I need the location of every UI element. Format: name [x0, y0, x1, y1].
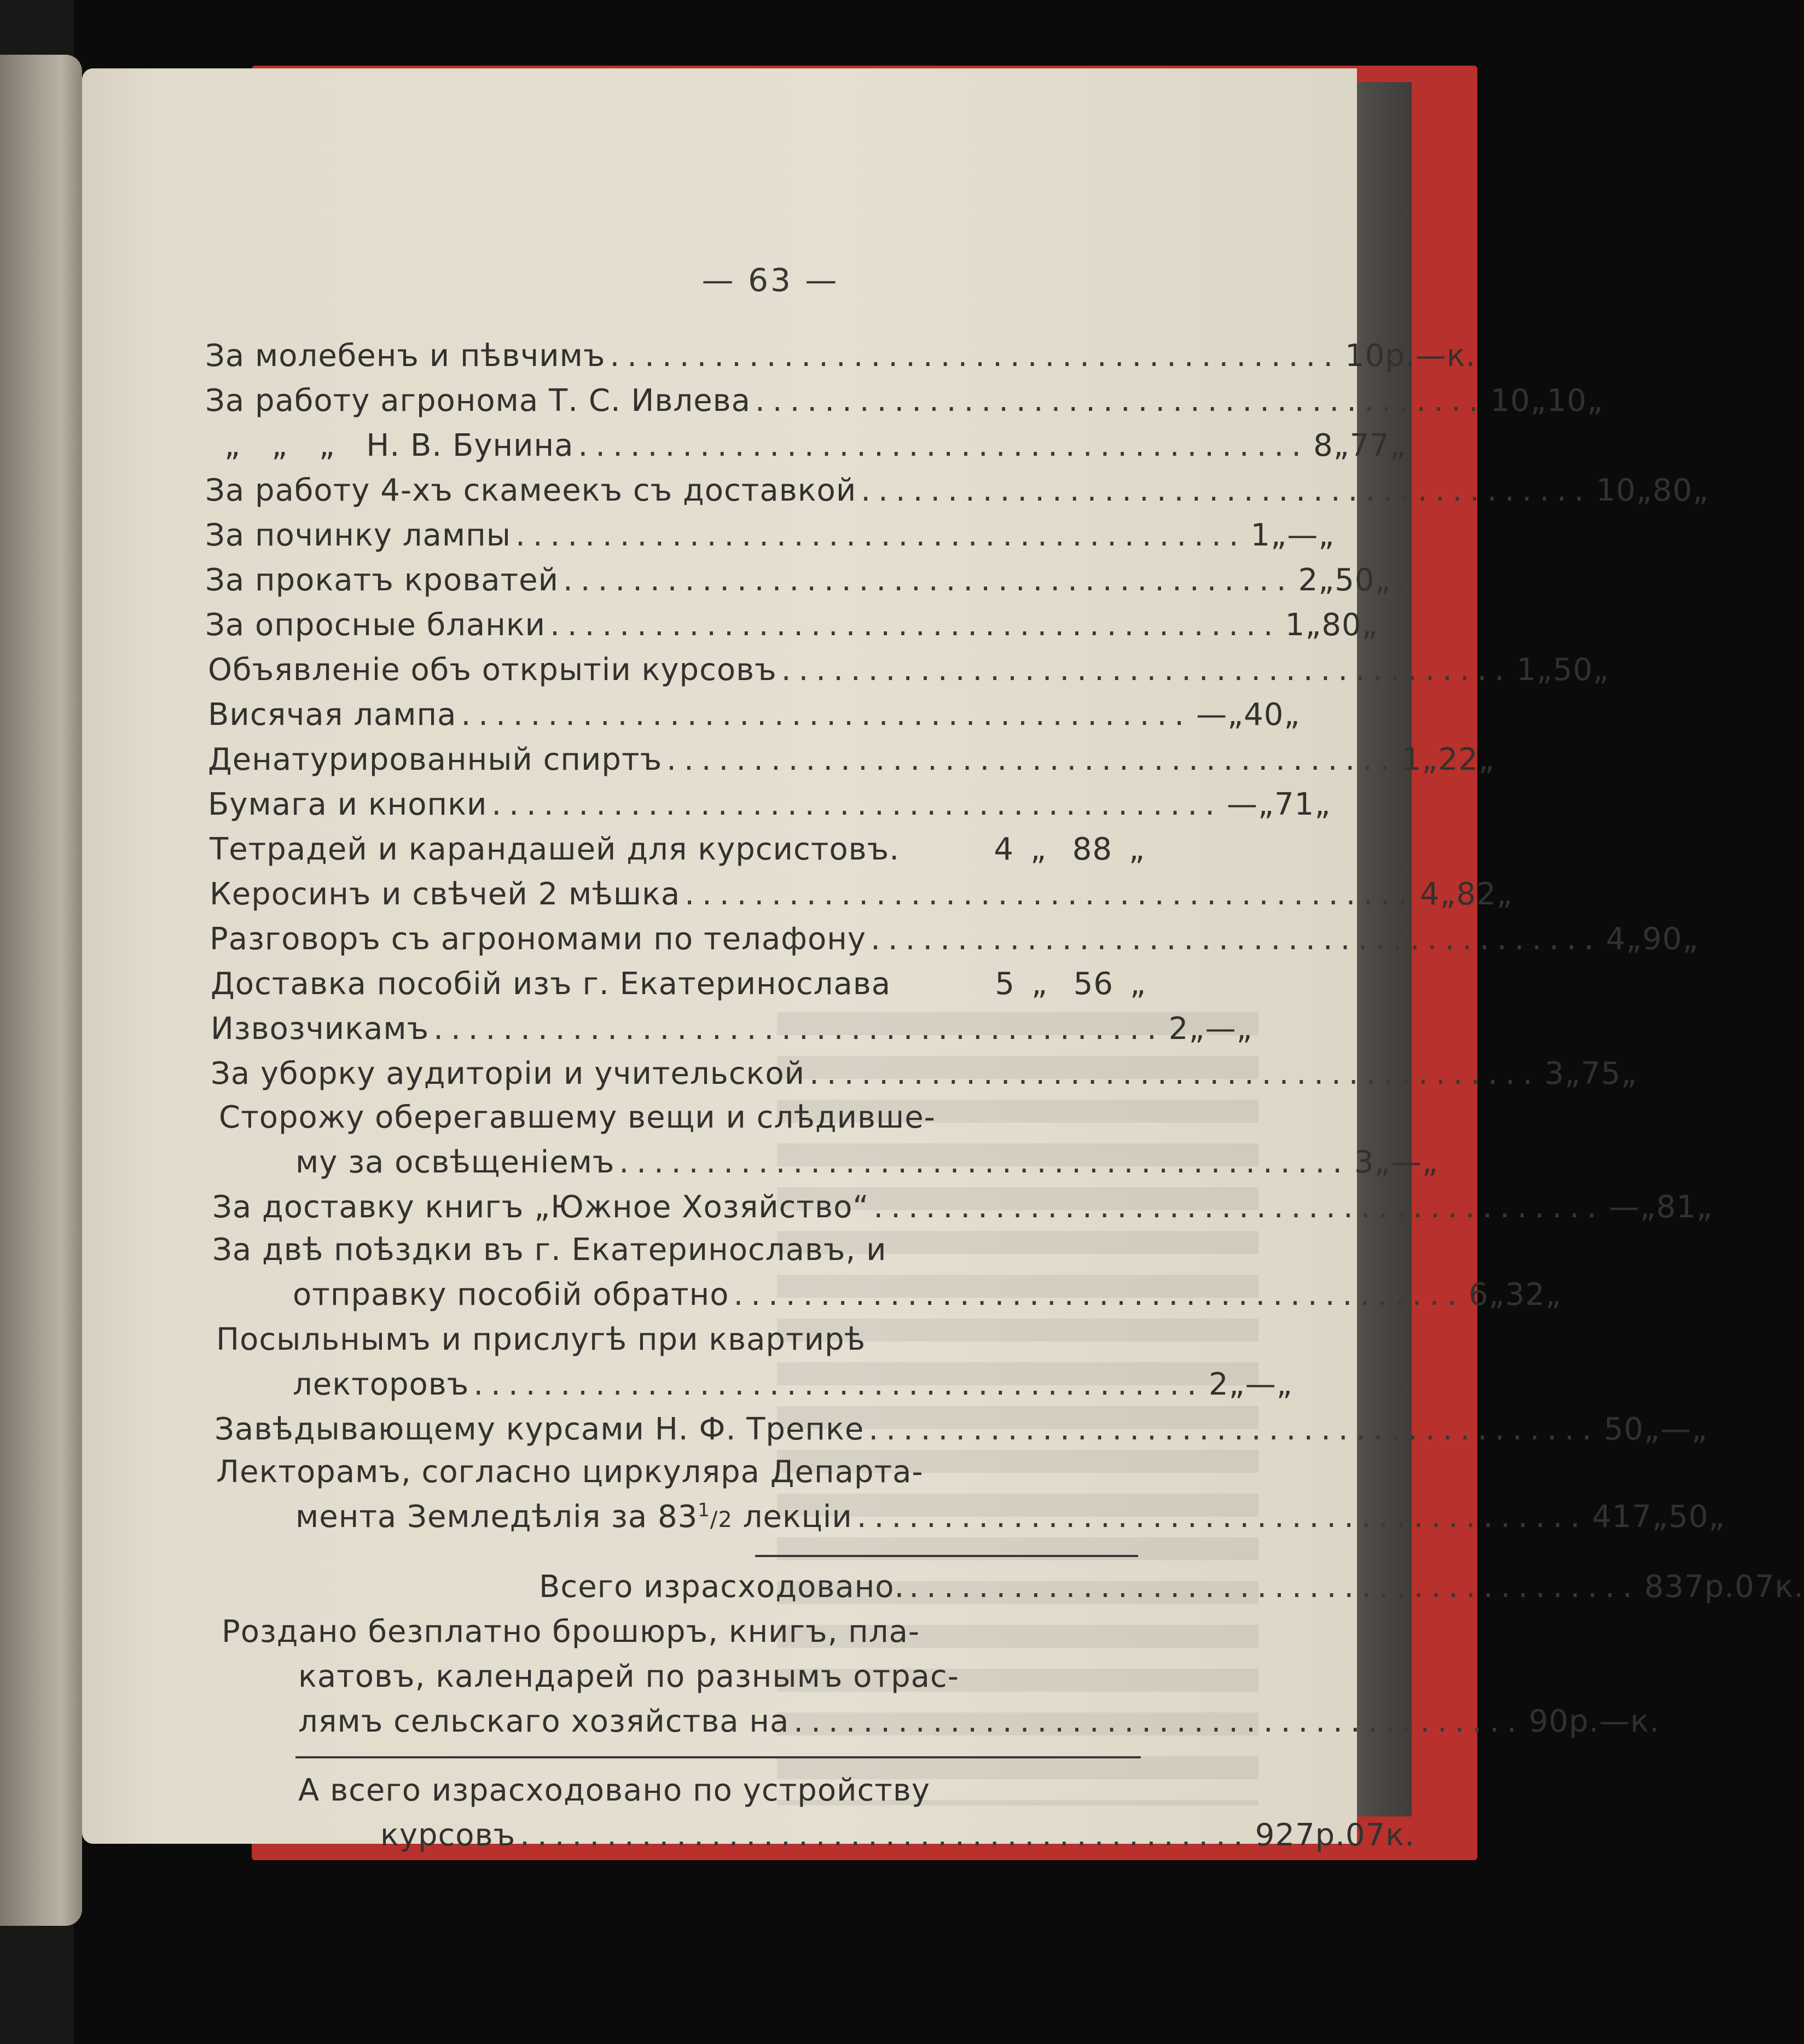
separator: „ [1639, 1189, 1656, 1225]
leader-dots: .......................................... [491, 787, 1223, 822]
expense-row [205, 562, 1391, 607]
rubles: 1 [1516, 652, 1536, 688]
unit: к. [1385, 1817, 1415, 1853]
separator: „ [1530, 383, 1547, 419]
total-rule [295, 1756, 1141, 1758]
distribution-line-2: катовъ, календарей по разнымъ отрас- [298, 1659, 959, 1694]
separator: „ [1318, 562, 1335, 598]
expense-row [224, 428, 1407, 473]
leader-dots: .......................................... [433, 1011, 1164, 1047]
expense-label: За работу 4-хъ скамеекъ съ доставкой [205, 473, 857, 508]
left-page-edge [0, 55, 82, 1926]
unit: „ [1691, 1412, 1708, 1447]
rubles: 3 [1354, 1145, 1374, 1180]
separator: „ [1564, 1056, 1581, 1091]
leader-dots: .......................................... [861, 473, 1592, 508]
unit: „ [1422, 1145, 1438, 1180]
expense-label: За работу агронома Т. С. Ивлева [205, 383, 751, 419]
leader-dots: .......................................... [733, 1277, 1465, 1313]
expense-label: Висячая лампа [208, 697, 457, 733]
rubles: 6 [1469, 1277, 1489, 1313]
kopecks: — [1660, 1412, 1692, 1447]
unit: „ [1390, 428, 1407, 463]
subtotal-row [539, 1569, 1804, 1614]
rubles: 8 [1313, 428, 1333, 463]
kopecks: 10 [1546, 383, 1587, 419]
grand-total-row [380, 1817, 1415, 1862]
kopecks: — [1415, 338, 1447, 374]
separator: „ [1271, 518, 1287, 553]
expense-row [205, 607, 1378, 652]
rubles: 2 [1208, 1367, 1229, 1402]
unit: „ [1708, 1499, 1725, 1535]
kopecks: 07 [1345, 1817, 1386, 1853]
leader-dots: .......................................... [868, 1412, 1599, 1447]
distribution-line-1: Роздано безплатно брошюръ, книгъ, пла- [222, 1614, 920, 1650]
expense-line-1: Посыльнымъ и прислугѣ при квартирѣ [216, 1322, 866, 1357]
kopecks: 07 [1735, 1569, 1775, 1605]
leader-dots: .......................................... [550, 607, 1281, 643]
unit: „ [1314, 787, 1331, 822]
kopecks: 80 [1321, 607, 1362, 643]
rubles: 3 [1544, 1056, 1565, 1091]
separator: „ [1227, 697, 1244, 733]
expense-label: За доставку книгъ „Южное Хозяйство“ [212, 1189, 869, 1225]
kopecks: 40 [1244, 697, 1284, 733]
leader-dots: .......................................... [473, 1367, 1204, 1402]
separator: р. [1704, 1569, 1735, 1605]
grand-total-line-1: А всего израсходовано по устройству [298, 1773, 931, 1808]
expense-row [210, 921, 1699, 966]
separator: „ [1536, 652, 1553, 688]
kopecks: — [1245, 1367, 1277, 1402]
separator: р. [1315, 1817, 1346, 1853]
unit: „ [1496, 876, 1513, 912]
separator: р. [1385, 338, 1416, 374]
separator: „ [1030, 832, 1047, 867]
expense-label: Разговоръ съ агрономами по телафону [210, 921, 867, 957]
expense-row [293, 1277, 1562, 1322]
unit: „ [1593, 652, 1610, 688]
expense-row [205, 518, 1335, 562]
kopecks: 22 [1438, 742, 1478, 777]
rubles: 1 [1285, 607, 1306, 643]
unit: к. [1774, 1569, 1804, 1605]
expense-label: „ „ „ Н. В. Бунина [224, 428, 574, 463]
separator: „ [1258, 787, 1275, 822]
expense-row [211, 1056, 1638, 1101]
leader-dots: .......................................... [909, 1569, 1640, 1605]
rubles: 4 [1419, 876, 1440, 912]
leader-dots: .......................................... [578, 428, 1309, 463]
separator: „ [1031, 966, 1048, 1002]
kopecks: 71 [1274, 787, 1315, 822]
leader-dots: .......................................... [871, 921, 1602, 957]
expense-label: Извозчикамъ [211, 1011, 430, 1047]
leader-dots: .......................................... [619, 1145, 1350, 1180]
kopecks: 82 [1456, 876, 1496, 912]
expense-label: мента Земледѣлія за $83^1/2$ лекціи [295, 1499, 852, 1535]
unit: „ [1236, 1011, 1253, 1047]
unit: „ [1129, 966, 1146, 1002]
leader-dots: .......................................... [610, 338, 1341, 374]
leader-dots: .......................................... [666, 742, 1397, 777]
rubles: 2 [1298, 562, 1319, 598]
expense-row [295, 1499, 1725, 1544]
expense-row [211, 1011, 1253, 1056]
kopecks: 50 [1335, 562, 1375, 598]
unit: „ [1621, 1056, 1638, 1091]
expense-row [298, 1704, 1660, 1749]
expense-row [210, 876, 1513, 921]
expense-label: За починку лампы [205, 518, 511, 553]
unit: „ [1128, 832, 1145, 867]
expense-label: лекторовъ [293, 1367, 469, 1402]
expense-label: За уборку аудиторіи и учительской [211, 1056, 805, 1091]
unit: „ [1276, 1367, 1293, 1402]
separator: „ [1333, 428, 1350, 463]
fraction-denominator: /2 [710, 1507, 733, 1532]
separator: „ [1636, 473, 1653, 508]
kopecks: 77 [1349, 428, 1390, 463]
unit: „ [1374, 562, 1391, 598]
kopecks: — [1287, 518, 1319, 553]
expense-label: Тетрадей и карандашей для курсистовъ. [210, 832, 900, 867]
rubles: 927 [1255, 1817, 1315, 1853]
expense-label: За прокатъ кроватей [205, 562, 559, 598]
separator: „ [1188, 1011, 1205, 1047]
expense-label: Денатурированный спиртъ [208, 742, 663, 777]
rubles: — [1227, 787, 1258, 822]
expense-label: лямъ сельскаго хозяйства на [298, 1704, 790, 1739]
kopecks: 81 [1656, 1189, 1697, 1225]
rubles: 4 [994, 832, 1014, 867]
rubles: — [1608, 1189, 1640, 1225]
subtotal-label: Всего израсходовано. [539, 1569, 905, 1605]
kopecks: 75 [1581, 1056, 1621, 1091]
expense-row [210, 832, 1145, 876]
separator: „ [1305, 607, 1322, 643]
leader-dots: .......................................... [781, 652, 1512, 688]
rubles: 10 [1490, 383, 1530, 419]
rubles: 1 [1401, 742, 1422, 777]
subtotal-rule [755, 1555, 1138, 1557]
kopecks: 88 [1072, 832, 1112, 867]
rubles: 50 [1603, 1412, 1644, 1447]
separator: „ [1626, 921, 1643, 957]
separator: „ [1228, 1367, 1245, 1402]
unit: к. [1630, 1704, 1660, 1739]
leader-dots: .......................................... [563, 562, 1294, 598]
leader-dots: .......................................... [515, 518, 1246, 553]
kopecks: 90 [1642, 921, 1683, 957]
expense-line-1: За двѣ поѣздки въ г. Екатеринославъ, и [212, 1232, 887, 1268]
separator: „ [1644, 1412, 1661, 1447]
rubles: 2 [1168, 1011, 1189, 1047]
grand-total-label: курсовъ [380, 1817, 516, 1853]
expense-row [212, 1189, 1713, 1234]
expense-line-1: Сторожу оберегавшему вещи и слѣдивше- [219, 1100, 936, 1135]
unit: „ [1696, 1189, 1713, 1225]
leader-dots: .......................................... [685, 876, 1416, 912]
leader-dots: .......................................... [793, 1704, 1524, 1739]
expense-row [205, 338, 1476, 383]
expense-label: За молебенъ и пѣвчимъ [205, 338, 606, 374]
expense-line-1: Лекторамъ, согласно циркуляра Департа- [216, 1454, 924, 1490]
expense-row [208, 697, 1301, 742]
separator: „ [1374, 1145, 1391, 1180]
expense-row [205, 473, 1709, 518]
kopecks: 32 [1505, 1277, 1546, 1313]
leader-dots: .......................................... [856, 1499, 1588, 1535]
kopecks: 80 [1652, 473, 1693, 508]
unit: „ [1545, 1277, 1562, 1313]
unit: к. [1446, 338, 1476, 374]
leader-dots: .......................................... [520, 1817, 1251, 1853]
kopecks: — [1599, 1704, 1631, 1739]
kopecks: 56 [1073, 966, 1113, 1002]
expense-label: отправку пособій обратно [293, 1277, 729, 1313]
unit: „ [1318, 518, 1335, 553]
expense-label: Бумага и кнопки [208, 787, 488, 822]
unit: „ [1478, 742, 1495, 777]
fraction-numerator: 1 [698, 1499, 710, 1522]
unit: „ [1361, 607, 1378, 643]
expense-row [214, 1412, 1708, 1456]
expense-row [208, 652, 1610, 697]
expense-row [293, 1367, 1293, 1412]
unit: „ [1587, 383, 1604, 419]
kopecks: — [1390, 1145, 1422, 1180]
expense-row [208, 742, 1495, 787]
kopecks: 50 [1552, 652, 1593, 688]
separator: „ [1440, 876, 1457, 912]
rubles: 4 [1605, 921, 1626, 957]
separator: „ [1652, 1499, 1669, 1535]
rubles: 10 [1596, 473, 1637, 508]
page-number: — 63 — [701, 262, 839, 299]
kopecks: 50 [1668, 1499, 1709, 1535]
leader-dots: .......................................... [873, 1189, 1604, 1225]
kopecks: — [1205, 1011, 1237, 1047]
expense-label: Объявленіе объ открытіи курсовъ [208, 652, 777, 688]
rubles: 5 [995, 966, 1015, 1002]
expense-label: му за освѣщеніемъ [295, 1145, 615, 1180]
rubles: 417 [1592, 1499, 1652, 1535]
separator: р. [1569, 1704, 1599, 1739]
rubles: 10 [1345, 338, 1385, 374]
expense-row [205, 383, 1604, 428]
expense-row [208, 787, 1331, 832]
expense-label: Завѣдывающему курсами Н. Ф. Трепке [214, 1412, 865, 1447]
rubles: 1 [1250, 518, 1271, 553]
expense-label: Доставка пособій изъ г. Екатеринослава [211, 966, 891, 1002]
separator: „ [1488, 1277, 1505, 1313]
leader-dots: .......................................... [809, 1056, 1540, 1091]
expense-label: За опросные бланки [205, 607, 546, 643]
rubles: — [1196, 697, 1228, 733]
unit: „ [1692, 473, 1709, 508]
rubles: 90 [1528, 1704, 1569, 1739]
expense-label: Керосинъ и свѣчей 2 мѣшка [210, 876, 681, 912]
expense-row [211, 966, 1146, 1011]
expense-row [295, 1145, 1438, 1189]
leader-dots: .......................................... [755, 383, 1486, 419]
leader-dots: .......................................... [461, 697, 1192, 733]
rubles: 837 [1644, 1569, 1704, 1605]
unit: „ [1284, 697, 1301, 733]
separator: „ [1422, 742, 1438, 777]
unit: „ [1682, 921, 1699, 957]
